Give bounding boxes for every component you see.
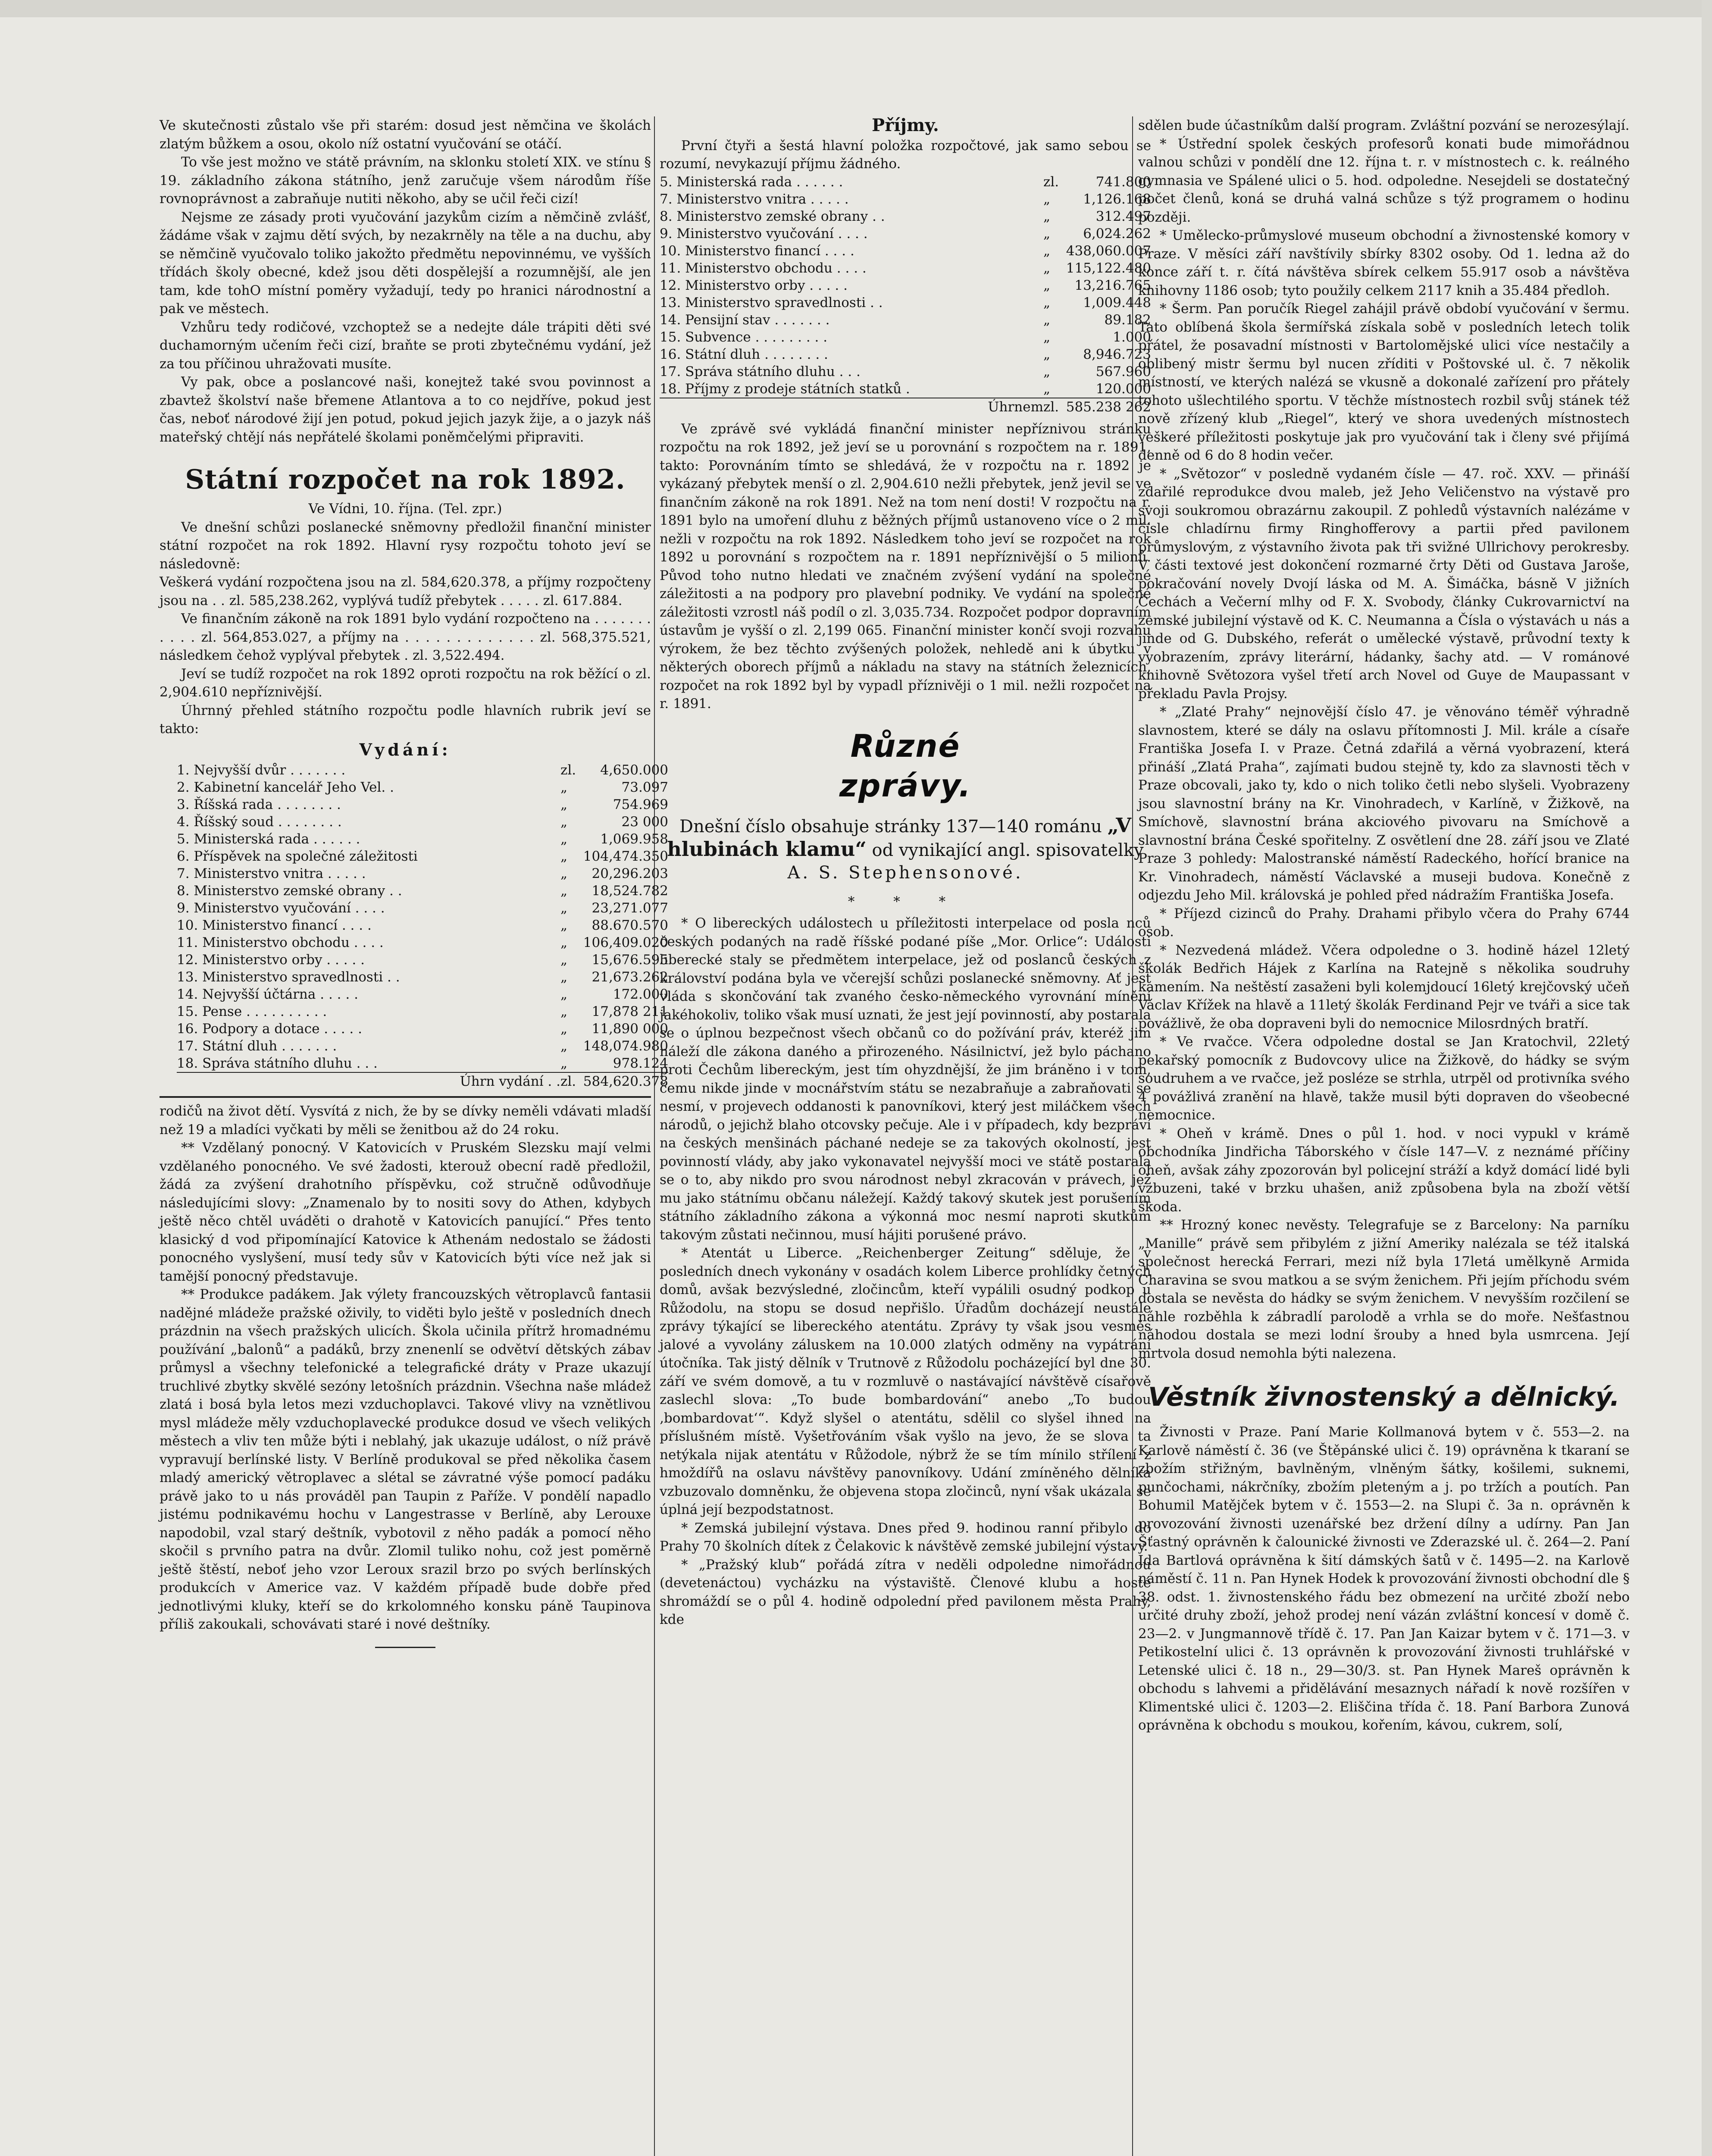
row-currency: „ bbox=[1043, 295, 1051, 310]
row-amount: 15,676.595 bbox=[592, 952, 668, 968]
table-row bbox=[660, 260, 1151, 277]
col3-news-2: * Ústřední spolek českých profesorů konati bude mimořádnou valnou schůzi v pondělí dne 12. října t. r. v místnostech c. k. reálného gymnasia ve Spálené ulici o 5. hod. odpoledne. Nesejdeli se dostatečný počet členů, koná se druhá valná schůze s týž programem o hodinu později. bbox=[1138, 136, 1630, 225]
novel-author: A. S. Stephensonové. bbox=[787, 862, 1023, 883]
table-row bbox=[177, 1037, 668, 1055]
row-label: 17. Správa státního dluhu . . . bbox=[660, 364, 861, 379]
news-item-1: * O libereckých událostech u příležitosti interpelace od posla nců českých podaných na radě říšské podané píše „Mor. Orlice“: Události liberecké staly se předmětem interpelace, jež od poslanců českých z království podána byla ve včerejší schůzi poslanecké sněmovny. Ať jest vláda s skončování tak zvaného česko-německého vyrovnání mínění jakéhokoliv, toliko však musí uznati, že jest její povinností, aby postarala se o úplnou bezpečnost všech občanů co do požívání práv, kteréž jim náleží dle zákona daného a přirozeného. Násilnictví, jež bylo páchano proti Čechům libereckým, jest tím ohyzdnější, že jim bráněno i v tom, čemu nikde jinde v mocnářstvím státu se nezabraňuje a zabraňovati se nesmí, v projevech oddanosti k panovníkovi, který jest miláčkem všech národů, o jejichž blaho otcovsky pečuje. Ale i v případech, kdy bezpráví na českých menšinách páchané nedeje se za takových okolností, jest povinností vlády, aby jako vykonavatel nejvyšší moci ve státě postarala se o to, aby nikdo pro svou národnost nebyl zkracován v právech, jež mu jako státnímu občanu náležejí. Každý takový skutek jest porušením státního základního zákona a výkonná moc nesmí naproti skutkům takovým zůstati nečinnou, musí hájiti porušené právo. bbox=[660, 915, 1151, 1243]
row-label: 16. Státní dluh . . . . . . . . bbox=[660, 346, 828, 362]
row-amount: 73.097 bbox=[621, 780, 668, 795]
col3-news-7: * Příjezd cizinců do Prahy. Drahami přibylo včera do Prahy 6744 osob. bbox=[1138, 906, 1630, 940]
prijmy-total-label: Úhrnem bbox=[660, 398, 1043, 416]
row-amount: 741.800 bbox=[1095, 174, 1151, 190]
row-currency: „ bbox=[1043, 226, 1051, 241]
table-row bbox=[177, 779, 668, 796]
budget-analysis: Ve zprávě své vykládá finanční minister nepříznivou stránku rozpočtu na rok 1892, jež jeví se u porovnání s rozpočtem na r. 1891, takto: Porovnáním tímto se shledává, že v rozpočtu na r. 1892 je vykázaný přebytek menší o zl. 2,904.610 nežli přebytek, jenž jevil se ve finančním zákoně na rok 1891. Než na tom není dosti! V rozpočtu na r. 1891 bylo na umoření dluhu z běžných příjmů ustanoveno více o 2 mil. nežli v rozpočtu na rok 1892. Následkem toho jeví se rozpočet na rok 1892 u porovnání s rozpočtem na r. 1891 nepříznivější o 5 milionů. Původ toho nutno hledati ve značném zvýšení vydání na společné záležitosti a na podpory pro plavební podniky. Ve vydání na společné záležitosti vzrostl náš podíl o zl. 3,035.734. Rozpočet podpor dopravním ústavům je vyšší o zl. 2,199 065. Finanční minister končí svoji rozvahu výrokem, že bez těchto zvýšených položek, nehledě ani k úbytku v některých oborech příjmů a nákladu na stavy na státních železnicích, rozpočet na rok 1892 byl by vypadl příznivěji o 1 mil. nežli rozpočet na r. 1891. bbox=[660, 421, 1151, 711]
news-item-2: * Atentát u Liberce. „Reichenberger Zeitung“ sděluje, že v posledních dnech vykonány v osadách kolem Liberce prohlídky četných domů, avšak bezvýsledné, zločincům, kteří vypálili osudný podkop u Růžodolu, na stopu se dosud nepřišlo. Úřadům docházejí neustále zprávy týkající se libereckého atentátu. Zprávy ty však jsou vesměs jalové a vyvolány záluskem na 10.000 zlatých odměny na vypátrání útočníka. Tak jistý dělník v Trutnově z Růžodolu pocházející byl dne 30. září ve svém domově, a tu v rozmluvě o nastávající návštěvě císařově zaslechl slova: „To bude bombardování“ anebo „To budou ‚bombardovat‘“. Když slyšel o atentátu, sdělil co slyšel ihned na příslušném místě. Vyšetřováním však vyšlo na jevo, že se slova ta netýkala nijak atentátu v Růžodole, nýbrž že se tím mínilo střílení z hmoždířů na oslavu návštěvy panovníkovy. Udání zmíněného dělníka vzbuzovalo domněnku, že objevena stopa zločinců, nyní však ukázala se úplná její bezpodstatnost. bbox=[660, 1245, 1151, 1517]
budget-paragraph-3: Ve finančním zákoně na rok 1891 bylo vydání rozpočteno na . . . . . . . . . . . zl. 564,853.027, a příjmy na . . . . . . . . . . . . . zl. 568,375.521, následkem čehož vyplýval přebytek . zl. 3,522.494. bbox=[160, 611, 651, 663]
row-label: 1. Nejvyšší dvůr . . . . . . . bbox=[177, 762, 346, 778]
row-amount: 312.497 bbox=[1095, 208, 1151, 224]
table-row bbox=[177, 899, 668, 917]
table-row bbox=[660, 208, 1151, 225]
table-row bbox=[660, 329, 1151, 346]
vydani-heading: Vydání: bbox=[359, 740, 451, 759]
row-amount: 438,060.007 bbox=[1066, 243, 1151, 259]
col3-news-3: * Umělecko-průmyslové museum obchodní a živnostenské komory v Praze. V měsíci září navštívily sbírky 8302 osoby. Od 1. ledna až do konce září t. r. čítá návštěva sbírek celkem 55.917 osob a návštěva knihovny 1186 osob; tyto použily celkem 2117 knih a 35.484 předloh. bbox=[1138, 228, 1630, 298]
row-amount: 23,271.077 bbox=[592, 900, 668, 916]
budget-paragraph-2: Veškerá vydání rozpočtena jsou na zl. 584,620.378, a příjmy rozpočteny jsou na . . zl. 585,238.262, vyplývá tudíž přebytek . . . . . zl. 617.884. bbox=[160, 574, 651, 608]
budget-paragraph-5: Úhrnný přehled státního rozpočtu podle hlavních rubrik jeví se takto: bbox=[160, 702, 651, 736]
row-currency: „ bbox=[560, 1004, 568, 1019]
row-label: 2. Kabinetní kancelář Jeho Vel. . bbox=[177, 780, 394, 795]
row-currency: „ bbox=[560, 952, 568, 968]
row-amount: 1,069.958 bbox=[600, 831, 668, 847]
prijmy-intro: První čtyři a šestá hlavní položka rozpočtové, jak samo sebou se rozumí, nevykazují příjmu žádného. bbox=[660, 138, 1151, 172]
column-2 bbox=[660, 116, 1151, 1629]
row-currency: „ bbox=[560, 1021, 568, 1037]
row-currency: „ bbox=[560, 900, 568, 916]
row-amount: 11,890 000 bbox=[592, 1021, 668, 1037]
row-label: 5. Ministerská rada . . . . . . bbox=[660, 174, 843, 190]
scan-right-edge bbox=[1702, 0, 1712, 2156]
section-rule bbox=[160, 1096, 651, 1098]
col3-news-6: * „Zlaté Prahy“ nejnovější číslo 47. je věnováno téměř výhradně slavnostem, které se dály na oslavu přítomnosti J. Mil. krále a císaře Františka Josefa I. v Praze. Četná zdařilá a věrná vyobrazení, která přináší „Zlatá Praha“, zajímati budou stejně ty, kdo za slavnosti těch v Praze obcovali, jako ty, kdo o nich toliko četli nebo slyšeli. Vyobrazeny jsou slavnostní brány na Kr. Vinohradech, v Karlíně, v Žižkově, na Smíchově, slavnostní brána akciového pivovaru na Smíchově a slavnostní brána České spořitelny. Z osvětlení dne 28. září jsou ve Zlaté Praze 3 pohledy: Malostranské náměstí Radeckého, hořící branice na Kr. Vinohradech, náměstí Václavské a museji budova. Konečně z odjezdu Jeho Mil. královská je pohled před nádražím Františka Josefa. bbox=[1138, 704, 1630, 903]
column-3 bbox=[1138, 116, 1630, 1735]
table-row bbox=[177, 917, 668, 934]
news-item-3: * Zemská jubilejní výstava. Dnes před 9. hodinou ranní přibylo do Prahy 70 školních dítek z Čelakovic k návštěvě zemské jubilejní výstavy. bbox=[660, 1520, 1151, 1554]
novel-notice bbox=[660, 814, 1151, 884]
row-label: 11. Ministerstvo obchodu . . . . bbox=[660, 260, 867, 276]
table-row bbox=[177, 986, 668, 1003]
table-row bbox=[660, 225, 1151, 242]
prijmy-total-row bbox=[660, 398, 1151, 416]
table-row bbox=[660, 311, 1151, 329]
row-currency: „ bbox=[560, 987, 568, 1002]
row-label: 11. Ministerstvo obchodu . . . . bbox=[177, 935, 384, 950]
row-label: 14. Nejvyšší účtárna . . . . . bbox=[177, 987, 358, 1002]
prijmy-total-currency: zl. bbox=[1043, 398, 1065, 416]
prijmy-table bbox=[660, 173, 1151, 416]
total-amount: 584,620.378 bbox=[582, 1072, 668, 1090]
row-label: 10. Ministerstvo financí . . . . bbox=[177, 918, 372, 933]
row-currency: „ bbox=[560, 1056, 568, 1071]
vestnik-banner: Věstník živnostenský a dělnický. bbox=[1148, 1382, 1620, 1412]
row-amount: 4,650.000 bbox=[600, 762, 668, 778]
row-amount: 104,474.350 bbox=[583, 849, 668, 864]
budget-paragraph-1: Ve dnešní schůzi poslanecké sněmovny předložil finanční minister státní rozpočet na rok 1892. Hlavní rysy rozpočtu tohoto jeví se následovně: bbox=[160, 519, 651, 572]
row-amount: 20,296.203 bbox=[592, 866, 668, 881]
row-label: 5. Ministerská rada . . . . . . bbox=[177, 831, 360, 847]
prijmy-total-amount: 585.238 262 bbox=[1065, 398, 1151, 416]
row-currency: zl. bbox=[560, 762, 576, 778]
novel-mid: od vynikající angl. spisovatelky bbox=[872, 840, 1144, 860]
row-amount: 1,009.448 bbox=[1083, 295, 1151, 310]
scan-top-edge bbox=[0, 0, 1712, 17]
budget-paragraph-4: Jeví se tudíž rozpočet na rok 1892 oproti rozpočtu na rok běžící o zl. 2,904.610 nepříznivější. bbox=[160, 666, 651, 700]
row-label: 12. Ministerstvo orby . . . . . bbox=[660, 277, 848, 293]
row-currency: „ bbox=[560, 935, 568, 950]
row-label: 17. Státní dluh . . . . . . . bbox=[177, 1038, 337, 1054]
table-row bbox=[177, 1055, 668, 1072]
table-row bbox=[660, 242, 1151, 260]
col3-news-1: sdělen bude účastníkům další program. Zvláštní pozvání se nerozesýlají. bbox=[1138, 118, 1630, 133]
row-label: 14. Pensijní stav . . . . . . . bbox=[660, 312, 830, 328]
table-row bbox=[177, 934, 668, 951]
row-currency: „ bbox=[560, 866, 568, 881]
table-row bbox=[177, 1003, 668, 1020]
row-amount: 567.960 bbox=[1095, 364, 1151, 379]
row-amount: 106,409.020 bbox=[583, 935, 668, 950]
row-currency: „ bbox=[1043, 208, 1051, 224]
table-row bbox=[177, 813, 668, 830]
row-currency: „ bbox=[1043, 243, 1051, 259]
row-currency: „ bbox=[560, 814, 568, 830]
table-row bbox=[177, 830, 668, 848]
intro-paragraph-1: Ve skutečnosti zůstalo vše při starém: dosud jest němčina ve školách zlatým bůžkem a osou, okolo níž ostatní vyučování se otáčí. bbox=[160, 118, 651, 152]
intro-paragraph-3: Nejsme ze zásady proti vyučování jazykům cizím a němčině zvlášť, žádáme však v zajmu dětí svých, by nezakrněly na těle a na duchu, aby se němčině vyučovalo toliko jakožto předmětu nepovinnému, ve vyšších třídách školy obecné, kdež jsou děti dospělejší a rozumnější, ale jen tam, kde tohO místní poměry vyžadují, tedy po hranici národnostní a pak ve městech. bbox=[160, 209, 651, 317]
row-label: 13. Ministerstvo spravedlnosti . . bbox=[177, 969, 400, 985]
row-currency: „ bbox=[1043, 329, 1051, 345]
row-label: 15. Subvence . . . . . . . . . bbox=[660, 329, 828, 345]
budget-dateline: Ve Vídni, 10. října. (Tel. zpr.) bbox=[308, 501, 502, 517]
row-label: 9. Ministerstvo vyučování . . . . bbox=[177, 900, 385, 916]
prijmy-heading: Příjmy. bbox=[872, 115, 939, 135]
table-row bbox=[660, 294, 1151, 311]
row-label: 18. Příjmy z prodeje státních statků . bbox=[660, 381, 910, 397]
col3-news-9: * Ve rvačce. Včera odpoledne dostal se Jan Kratochvil, 22letý pekařský pomocník z Budovcovy ulice na Žižkově, do hádky se svým soudruhem a ve rvačce, jež posléze se strhla, utrpěl od protivníka svého 4 povážlivá zranění na hlavě, takže musil býti dopraven do všeobecné nemocnice. bbox=[1138, 1034, 1630, 1123]
row-label: 4. Říšský soud . . . . . . . . bbox=[177, 814, 342, 830]
row-currency: zl. bbox=[1043, 174, 1059, 190]
table-row bbox=[177, 865, 668, 882]
end-rule bbox=[375, 1647, 435, 1648]
row-amount: 89.182 bbox=[1104, 312, 1151, 328]
row-label: 3. Říšská rada . . . . . . . . bbox=[177, 797, 341, 812]
total-currency: zl. bbox=[560, 1072, 582, 1090]
row-amount: 88.670.570 bbox=[592, 918, 668, 933]
row-amount: 13,216.765 bbox=[1074, 277, 1151, 293]
row-currency: „ bbox=[1043, 191, 1051, 207]
row-label: 12. Ministerstvo orby . . . . . bbox=[177, 952, 365, 968]
row-currency: „ bbox=[560, 831, 568, 847]
row-amount: 172.000 bbox=[613, 987, 668, 1002]
col3-news-4: * Šerm. Pan poručík Riegel zahájil právě období vyučování v šermu. Tato oblíbená škola šermířská získala sobě v posledních letech tolik přátel, že posavadní místnosti v Bartolomějské ulici více nestačily a oblibený mistr šermu byl nucen zříditi v Poštovské ul. č. 7 několik místností, ve kterých nalézá se vkusně a dokonalé zařízení pro přátely tohoto ušlechtilého sportu. V těchže místnostech rozbil svůj stánek též nově zřízený klub „Riegel“, který ve shora uvedených místnostech veškeré příležitosti poskytuje jak pro vyučování tak i členy své přijímá denně od 6 do 8 hodin večer. bbox=[1138, 301, 1630, 463]
novel-pre: Dnešní číslo obsahuje stránky 137—140 románu bbox=[679, 816, 1102, 837]
row-label: 8. Ministerstvo zemské obrany . . bbox=[177, 883, 402, 899]
row-amount: 148,074.980 bbox=[583, 1038, 668, 1054]
lower-paragraph-3: ** Produkce padákem. Jak výlety francouzských větroplavců fantasii nadějné mládeže pražské oživily, to viděti bylo ještě v posledních dnech prázdnin na všech pražských ulicích. Škola učinila přítrž hromadnému používání „balonů“ a padáků, brzy znenenlí se odvětví dětských zábav průmysl a všechny telefonické a telegrafické dráty v Praze ukazují truchlivé zbytky skvělé sezóny letošních prázdnin. Všechna naše mládež zlatá i bosá byla letos mezi vzduchoplavci. Takové vlivy na vznětlivou mysl mládeže měly vzduchoplavecké produkce dosud ve všech velikých městech a vliv ten může býti i neblahý, jak ukazuje událost, o níž právě vypravují berlínské listy. V Berlíně produkoval se před několika časem mladý americký větroplavec a slétal se závratné výše pomocí padáku právě jako to u nás prováděl pan Taupin z Paříže. V pondělí napadlo jistému podnikavému hochu v Langestrasse v Berlíně, aby Lerouxe napodobil, vzal starý deštník, vybotovil z něho padák a pomocí něho skočil s prvního patra na dvůr. Zlomil tuliko nohu, což jest poměrně ještě štěstí, neboť jeho vzor Leroux srazil brzo po svých berlínských produkcích v Americe vaz. V každém případě bude dobře před jednotlivými kluky, kteří se do krkolomného konsku páně Taupinova příliš zakoukali, schovávati staré i nové deštníky. bbox=[160, 1287, 651, 1632]
table-row bbox=[660, 173, 1151, 191]
table-row bbox=[177, 951, 668, 968]
news-banner: Různé zprávy. bbox=[839, 727, 972, 804]
row-amount: 17,878 211 bbox=[592, 1004, 668, 1019]
col3-news-5: * „Světozor“ v posledně vydaném čísle — 47. roč. XXV. — přináší zdařilé reprodukce dvou maleb, jež Jeho Veličenstvo na výstavě pro svoji soukromou obrazárnu zakoupil. Z pohledů výstavních nalézáme v čísle chladírnu firmy Ringhofferovy a partii před pavilonem průmyslovým, z výstavního života pak tři svižné Ullrichovy perokresby. V části textové jest dokončení rozmarné črty Děti od Gustava Jaroše, pokračování novely Dvojí láska od M. A. Šimáčka, básně V jižních Čechách a Večerní mlhy od F. X. Svobody, články Cukrovarnictví na zemské jubilejní výstavě od K. C. Neumanna a Čísla o výstavách u nás a jinde od G. Dubského, referát o umělecké výstavě, průvodní texty k vyobrazením, zprávy literární, hádanky, šachy atd. — V románové knihovně Světozora vyšel třetí arch Novel od Guye de Maupassant v překladu Pavla Projsy. bbox=[1138, 466, 1630, 702]
row-amount: 8,946.723 bbox=[1083, 346, 1151, 362]
budget-title: Státní rozpočet na rok 1892. bbox=[185, 464, 626, 495]
row-currency: „ bbox=[560, 918, 568, 933]
row-currency: „ bbox=[1043, 312, 1051, 328]
row-label: 6. Příspěvek na společné záležitosti bbox=[177, 849, 418, 864]
lower-paragraph-1: rodičů na život dětí. Vysvítá z nich, že by se dívky neměli vdávati mladší než 19 a mladíci vyčkati by měli se ženitbou až do 24 roku. bbox=[160, 1103, 651, 1138]
vydani-total-row bbox=[177, 1072, 668, 1090]
row-amount: 18,524.782 bbox=[592, 883, 668, 899]
row-currency: „ bbox=[560, 883, 568, 899]
row-label: 7. Ministerstvo vnitra . . . . . bbox=[660, 191, 849, 207]
row-currency: „ bbox=[1043, 260, 1051, 276]
row-amount: 21,673.262 bbox=[592, 969, 668, 985]
novel-title: „V hlubinách klamu“ bbox=[667, 813, 1131, 861]
table-row bbox=[177, 796, 668, 813]
row-amount: 754.969 bbox=[613, 797, 668, 812]
col3-news-10: * Oheň v krámě. Dnes o půl 1. hod. v noci vypukl v krámě obchodníka Jindřicha Táborského v čísle 147—V. z neznámé příčiny oheň, avšak záhy zpozorován byl policejní stráží a když domácí lidé byli vzbuzeni, také v brzku uhašen, aniž způsobena byla na zboží větší škoda. bbox=[1138, 1125, 1630, 1215]
table-row bbox=[177, 761, 668, 779]
row-currency: „ bbox=[1043, 346, 1051, 362]
row-currency: „ bbox=[1043, 364, 1051, 379]
row-currency: „ bbox=[560, 1038, 568, 1054]
vydani-table bbox=[177, 761, 668, 1090]
col3-news-8: * Nezvedená mládež. Včera odpoledne o 3. hodině házel 12letý školák Bedřich Hájek z Karlína na Ratejně s několika soudruhy kamením. Na neštěstí zasaženi byli kolemjdoucí 16letý krejčovský učeň Václav Křížek na hlavě a 11letý školák Ferdinand Pejr ve tváři a sice tak povážlivě, že oba dopraveni byli do nemocnice Milosrdných bratří. bbox=[1138, 942, 1630, 1031]
row-amount: 1.000 bbox=[1113, 329, 1151, 345]
vestnik-paragraph: Živnosti v Praze. Paní Marie Kollmanová bytem v č. 553—2. na Karlově náměstí č. 36 (ve Štěpánské ulici č. 19) oprávněna k tkaraní se zbožím střižným, bavlněným, vlněným šátky, košilemi, suknemi, punčochami, nákrčníky, zbožím pleteným a j. po tržích a poutích. Pan Bohumil Matějček bytem v č. 1553—2. na Slupi č. 3a n. oprávněn k provozování živnosti uzenářské bez držení dílny a udírny. Pan Jan Šťastný oprávněn k čalounické živnosti ve Zderazské ul. č. 264—2. Paní Ida Bartlová oprávněna k šití dámských šatů v č. 1495—2. na Karlově náměstí č. 11 n. Pan Hynek Hodek k provozování živnosti obchodní dle § 38. odst. 1. živnostenského řádu bez obmezení na určité zboží nebo určité druhy zboží, jehož prodej není vázán zvláštní koncesí v domě č. 23—2. v Jungmannově třídě č. 17. Pan Jan Kaizar bytem v č. 171—3. v Petikostelní ulici č. 13 oprávněn k provozování živnosti truhlářské v Letenské ulici č. 18 n., 29—30/3. st. Pan Hynek Mareš oprávněn k obchodu s lahvemi a přidělávání mesaznych nářadí k nově rozšířen v Klimentské ulici č. 1203—2. Eliščina třída č. 18. Paní Barbora Zunová oprávněna k obchodu s moukou, kořením, kávou, cukrem, solí, bbox=[1138, 1424, 1630, 1733]
row-label: 9. Ministerstvo vyučování . . . . bbox=[660, 226, 868, 241]
table-row bbox=[177, 1020, 668, 1037]
table-row bbox=[660, 363, 1151, 380]
row-amount: 1,126.168 bbox=[1083, 191, 1151, 207]
row-currency: „ bbox=[560, 969, 568, 985]
table-row bbox=[660, 277, 1151, 294]
row-amount: 120.000 bbox=[1095, 381, 1151, 397]
row-currency: „ bbox=[560, 849, 568, 864]
row-label: 8. Ministerstvo zemské obrany . . bbox=[660, 208, 885, 224]
row-amount: 115,122.480 bbox=[1066, 260, 1151, 276]
row-currency: „ bbox=[1043, 381, 1051, 397]
row-currency: „ bbox=[560, 780, 568, 795]
row-currency: „ bbox=[560, 797, 568, 812]
table-row bbox=[660, 380, 1151, 398]
col3-news-11: ** Hrozný konec nevěsty. Telegrafuje se z Barcelony: Na parníku „Manille“ právě sem přibylém z jižní Ameriky nalézala se též italská společnost herecká Ferrari, mezi níž byla 17letá umělkyně Armida Charavina se svou matkou a se svým ženichem. Při jejím příchodu svém dostala se nevěsta do hádky se svým ženichem. V nevyšším rozčilení se náhle rozběhla k zábradlí parolodě a vrhla se do moře. Nešťastnou náhodou dostala se mezi lodní šrouby a hned byla usmrcena. Její mrtvola dosud nemohla býti nalezena. bbox=[1138, 1217, 1630, 1361]
lower-paragraph-2: ** Vzdělaný ponocný. V Katovicích v Pruském Slezsku mají velmi vzdělaného ponocného. Ve své žadosti, kterouž obecní radě předložil, žádá za zvýšení drahotního příspěvku, což stručně odůvodňuje následujícími slovy: „Znamenalo by to nositi sovy do Athen, kdybych ještě něco chtěl uváděti o drahotě v Katovicích panující.“ Přes tento klasický d vod připomínající Katovice k Athenám nedostalo se žádosti ponocného vyslyšení, musí tedy sův v Katovicích býti více než jak si tamější ponocný představuje. bbox=[160, 1140, 651, 1284]
table-row bbox=[660, 191, 1151, 208]
column-rule-1 bbox=[654, 116, 655, 2156]
intro-paragraph-2: To vše jest možno ve státě právním, na sklonku století XIX. ve stínu § 19. základního zákona státního, jenž zaručuje všem národům říše rovnoprávnost a zabraňuje nutiti někoho, aby se učil řeči cizí! bbox=[160, 154, 651, 207]
row-label: 7. Ministerstvo vnitra . . . . . bbox=[177, 866, 366, 881]
row-amount: 23 000 bbox=[621, 814, 668, 830]
row-amount: 6,024.262 bbox=[1083, 226, 1151, 241]
news-item-4: * „Pražský klub“ pořádá zítra v neděli odpoledne nimořádnou (devetenáctou) vycházku na výstaviště. Členové klubu a hosté shromáždí se o půl 4. hodině odpolední před pavilonem města Prahy, kde bbox=[660, 1557, 1151, 1627]
intro-paragraph-4: Vzhůru tedy rodičové, vzchoptež se a nedejte dále trápiti děti své duchamorným učením řeči cizí, braňte se proti zbytečnému vydání, jež za tou příčinou uhražovati musíte. bbox=[160, 319, 651, 372]
intro-paragraph-5: Vy pak, obce a poslancové naši, konejtež také svou povinnost a zbavtež školství naše břemene Atlantova a to co nejdříve, pokud jest čas, neboť národové žijí jen potud, pokud jejich jazyk žije, a o jazyk náš mateřský chtějí nás nepřátelé školami poněmčelými připraviti. bbox=[160, 374, 651, 445]
table-row bbox=[660, 346, 1151, 363]
row-label: 15. Pense . . . . . . . . . . bbox=[177, 1004, 327, 1019]
separator-stars: * * * bbox=[848, 893, 963, 909]
table-row bbox=[177, 968, 668, 986]
total-label: Úhrn vydání . . bbox=[177, 1072, 560, 1090]
row-currency: „ bbox=[1043, 277, 1051, 293]
row-label: 16. Podpory a dotace . . . . . bbox=[177, 1021, 362, 1037]
row-label: 13. Ministerstvo spravedlnosti . . bbox=[660, 295, 883, 310]
row-amount: 978.124 bbox=[613, 1056, 668, 1071]
column-1 bbox=[160, 116, 668, 1661]
row-label: 18. Správa státního dluhu . . . bbox=[177, 1056, 378, 1071]
table-row bbox=[177, 848, 668, 865]
table-row bbox=[177, 882, 668, 899]
row-label: 10. Ministerstvo financí . . . . bbox=[660, 243, 854, 259]
